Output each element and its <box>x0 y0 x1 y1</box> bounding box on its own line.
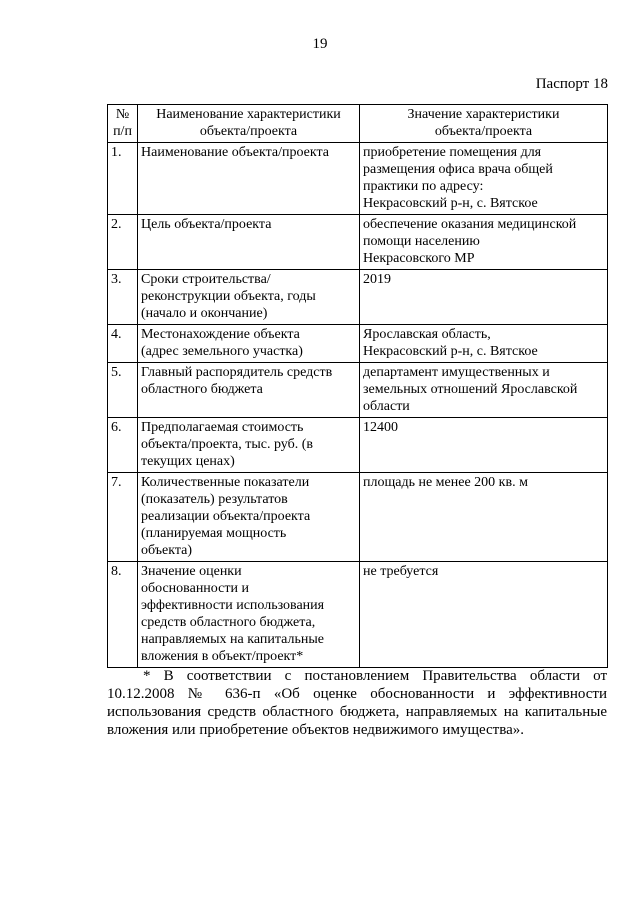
row-number: 6. <box>108 418 138 473</box>
value-line: Некрасовский р-н, с. Вятское <box>363 344 538 359</box>
table-row <box>108 270 608 325</box>
row-number: 5. <box>108 363 138 418</box>
characteristic-value <box>360 473 608 562</box>
characteristic-name <box>138 325 360 363</box>
footnote-line: использования средств областного бюджета, направляемых на капитальные <box>107 704 607 720</box>
name-line: Количественные показатели <box>141 475 310 490</box>
characteristic-name <box>138 473 360 562</box>
table-row <box>108 325 608 363</box>
characteristic-name <box>138 143 360 215</box>
name-line: направляемых на капитальные <box>141 632 324 647</box>
table-row <box>108 418 608 473</box>
table-body <box>108 143 608 668</box>
characteristic-value <box>360 363 608 418</box>
footnote <box>107 667 607 739</box>
name-line: (показатель) результатов <box>141 492 288 507</box>
value-line: Ярославская область, <box>363 327 491 342</box>
value-line: площадь не менее 200 кв. м <box>363 475 528 490</box>
value-line: практики по адресу: <box>363 179 484 194</box>
table-header-row <box>108 105 608 143</box>
characteristic-value <box>360 270 608 325</box>
row-number: 3. <box>108 270 138 325</box>
name-line: реконструкции объекта, годы <box>141 289 316 304</box>
footnote-line: * В соответствии с постановлением Правительства области от <box>143 668 607 684</box>
value-line: Некрасовского МР <box>363 251 475 266</box>
characteristic-name <box>138 215 360 270</box>
passport-label: Паспорт 18 <box>535 76 608 92</box>
row-number: 7. <box>108 473 138 562</box>
header-name-line: Наименование характеристики <box>156 107 341 122</box>
characteristic-value <box>360 325 608 363</box>
header-value <box>360 105 608 143</box>
value-line: 2019 <box>363 272 391 287</box>
row-number: 2. <box>108 215 138 270</box>
name-line: объекта/проекта, тыс. руб. (в <box>141 437 313 452</box>
characteristic-name <box>138 270 360 325</box>
header-num-line: № <box>115 107 130 122</box>
name-line: обоснованности и <box>141 581 249 596</box>
value-line: области <box>363 399 410 414</box>
value-line: Некрасовский р-н, с. Вятское <box>363 196 538 211</box>
name-line: объекта) <box>141 543 193 558</box>
name-line: областного бюджета <box>141 382 263 397</box>
characteristic-value <box>360 562 608 668</box>
characteristic-name <box>138 562 360 668</box>
header-num <box>108 105 138 143</box>
name-line: Предполагаемая стоимость <box>141 420 304 435</box>
table-row <box>108 143 608 215</box>
characteristic-name <box>138 363 360 418</box>
characteristic-value <box>360 143 608 215</box>
value-line: 12400 <box>363 420 398 435</box>
name-line: текущих ценах) <box>141 454 235 469</box>
value-line: обеспечение оказания медицинской <box>363 217 577 232</box>
name-line: реализации объекта/проекта <box>141 509 311 524</box>
footnote-line: 10.12.2008 № 636-п «Об оценке обоснованности и эффективности <box>107 686 607 702</box>
value-line: земельных отношений Ярославской <box>363 382 578 397</box>
characteristic-value <box>360 418 608 473</box>
value-line: помощи населению <box>363 234 480 249</box>
header-num-line: п/п <box>113 124 132 139</box>
page-number: 19 <box>312 36 328 52</box>
header-value-line: объекта/проекта <box>434 124 533 139</box>
row-number: 8. <box>108 562 138 668</box>
name-line: Местонахождение объекта <box>141 327 300 342</box>
name-line: Цель объекта/проекта <box>141 217 272 232</box>
header-name-line: объекта/проекта <box>199 124 298 139</box>
characteristic-name <box>138 418 360 473</box>
row-number: 1. <box>108 143 138 215</box>
table-row <box>108 215 608 270</box>
passport-table <box>107 104 608 668</box>
name-line: средств областного бюджета, <box>141 615 316 630</box>
footnote-line: вложения или приобретение объектов недвижимого имущества». <box>107 722 525 738</box>
value-line: не требуется <box>363 564 439 579</box>
table-row <box>108 363 608 418</box>
name-line: (планируемая мощность <box>141 526 287 541</box>
name-line: (адрес земельного участка) <box>141 344 303 359</box>
characteristic-value <box>360 215 608 270</box>
name-line: Главный распорядитель средств <box>141 365 333 380</box>
name-line: Значение оценки <box>141 564 242 579</box>
name-line: Наименование объекта/проекта <box>141 145 329 160</box>
row-number: 4. <box>108 325 138 363</box>
table-row <box>108 562 608 668</box>
name-line: Сроки строительства/ <box>141 272 271 287</box>
name-line: (начало и окончание) <box>141 306 268 321</box>
name-line: вложения в объект/проект* <box>141 649 304 664</box>
name-line: эффективности использования <box>141 598 325 613</box>
value-line: департамент имущественных и <box>363 365 550 380</box>
value-line: размещения офиса врача общей <box>363 162 553 177</box>
table-row <box>108 473 608 562</box>
header-value-line: Значение характеристики <box>407 107 560 122</box>
header-name <box>138 105 360 143</box>
value-line: приобретение помещения для <box>363 145 542 160</box>
